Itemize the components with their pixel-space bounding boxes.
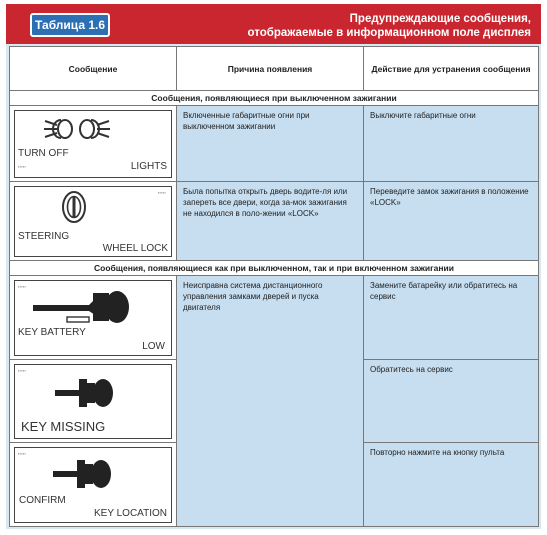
cause-cell: Была попытка открыть дверь водите-ля или запереть все двери, когда за-мок зажигания не находился в поло-жении «LOCK» — [177, 182, 364, 261]
table-row — [10, 276, 539, 360]
display-text-line1: CONFIRM — [19, 495, 66, 506]
message-cell — [10, 443, 177, 527]
action-cell: Выключите габаритные огни — [364, 106, 539, 182]
display-text-line1: KEY MISSING — [21, 419, 106, 434]
column-header-row — [10, 47, 539, 91]
action-cell: Обратитесь на сервис — [364, 360, 539, 443]
section-title-ignition-off: Сообщения, появляющиеся при выключенном зажигании — [10, 91, 539, 106]
message-cell — [10, 182, 177, 261]
table-header-bar — [6, 4, 541, 44]
cause-cell: Включенные габаритные огни при выключенном зажигании — [177, 106, 364, 182]
display-text-line1: TURN OFF — [18, 148, 69, 159]
display-steering-wheel-lock — [14, 186, 172, 257]
ignition-lock-icon — [61, 190, 87, 224]
section-title-ignition-any: Сообщения, появляющиеся как при выключенном, так и при включенном зажигании — [10, 261, 539, 276]
display-tag: ▪▪▪▪▪ — [18, 451, 27, 456]
table-title-line1: Предупреждающие сообщения, — [349, 13, 531, 25]
message-cell — [10, 276, 177, 360]
key-icon — [29, 287, 139, 327]
display-key-battery-low — [14, 280, 172, 356]
key-icon — [51, 456, 115, 492]
display-text-line1: STEERING — [18, 231, 70, 242]
column-header-action: Действие для устранения сообщения — [364, 47, 539, 91]
column-header-message: Сообщение — [10, 47, 177, 91]
display-tag: ▪▪▪▪▪ — [18, 284, 27, 289]
display-text-line2: LOW — [142, 341, 165, 352]
section-row — [10, 261, 539, 276]
column-header-cause: Причина появления — [177, 47, 364, 91]
section-row — [10, 91, 539, 106]
table-number-badge: Таблица 1.6 — [30, 13, 110, 37]
action-cell: Повторно нажмите на кнопку пульта — [364, 443, 539, 527]
display-confirm-key-location — [14, 447, 172, 523]
display-turn-off-lights — [14, 110, 172, 178]
light-indicator-icon — [39, 115, 121, 143]
display-key-missing — [14, 364, 172, 439]
key-icon — [53, 375, 117, 411]
action-cell: Переведите замок зажигания в положение «LOCK» — [364, 182, 539, 261]
display-tag: ▪▪▪▪▪ — [157, 190, 166, 195]
display-text-line2: KEY LOCATION — [94, 508, 167, 519]
table-title-line2: отображаемые в информационном поле дисплея — [247, 27, 531, 39]
message-cell — [10, 106, 177, 182]
display-text-line2: LIGHTS — [130, 161, 167, 172]
display-text-line1: KEY BATTERY — [18, 327, 86, 338]
warning-messages-table — [9, 46, 539, 527]
display-tag: ▪▪▪▪▪ — [18, 164, 27, 169]
action-cell: Замените батарейку или обратитесь на сервис — [364, 276, 539, 360]
message-cell — [10, 360, 177, 443]
cause-cell: Неисправна система дистанционного управления замками дверей и пуска двигателя — [177, 276, 364, 527]
table-title — [211, 12, 531, 40]
display-tag: ▪▪▪▪▪ — [18, 368, 27, 373]
table-row — [10, 182, 539, 261]
display-text-line2: WHEEL LOCK — [102, 243, 168, 254]
table-row — [10, 106, 539, 182]
